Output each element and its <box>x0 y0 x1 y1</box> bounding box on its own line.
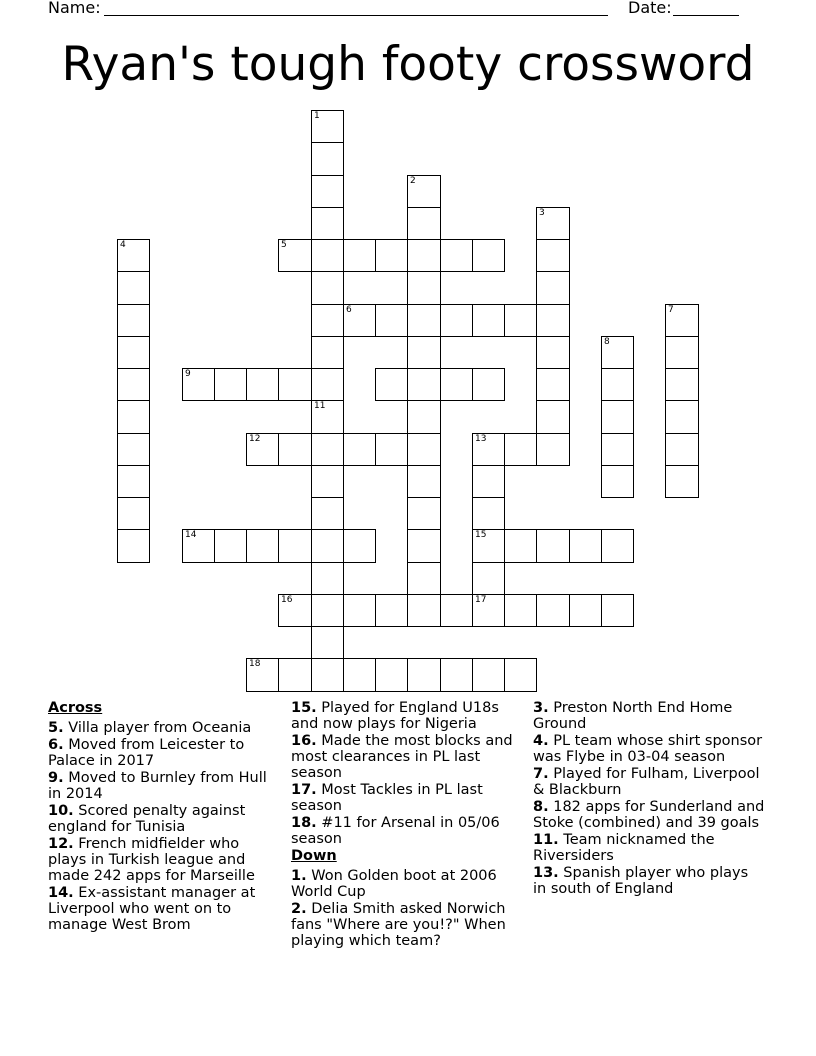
grid-cell[interactable] <box>504 594 537 627</box>
grid-cell[interactable] <box>311 465 344 498</box>
clue-text: 182 apps for Sunderland and Stoke (combined) and 39 goals <box>533 799 765 831</box>
grid-cell[interactable] <box>117 433 150 466</box>
grid-cell[interactable] <box>246 368 279 401</box>
grid-cell[interactable] <box>665 433 699 466</box>
clue-number: 11 <box>314 401 326 411</box>
grid-cell[interactable] <box>278 433 312 466</box>
grid-cell[interactable] <box>536 594 570 627</box>
clue-num: 1. <box>291 868 307 884</box>
grid-cell[interactable] <box>407 368 441 401</box>
grid-cell[interactable] <box>311 239 344 272</box>
clue-num: 4. <box>533 733 549 749</box>
grid-cell[interactable] <box>278 368 312 401</box>
grid-cell[interactable] <box>536 529 570 563</box>
clue-text: Played for England U18s and now plays for Nigeria <box>291 700 499 732</box>
grid-cell[interactable] <box>278 658 312 692</box>
grid-cell[interactable] <box>311 658 344 692</box>
grid-cell[interactable] <box>407 239 441 272</box>
grid-cell[interactable] <box>343 658 376 692</box>
clue-text: #11 for Arsenal in 05/06 season <box>291 815 500 847</box>
grid-cell[interactable] <box>601 594 634 627</box>
grid-cell[interactable] <box>472 562 505 595</box>
grid-cell[interactable] <box>440 594 473 627</box>
clue-number: 12 <box>249 434 261 444</box>
clue-text: Preston North End Home Ground <box>533 700 733 732</box>
clue-number: 18 <box>249 659 261 669</box>
grid-cell[interactable] <box>311 433 344 466</box>
grid-cell[interactable] <box>440 304 473 337</box>
grid-cell[interactable] <box>214 529 247 563</box>
grid-cell[interactable] <box>440 368 473 401</box>
clue-number: 16 <box>281 595 293 605</box>
clue-num: 10. <box>48 803 74 819</box>
grid-cell[interactable] <box>569 594 602 627</box>
grid-cell[interactable] <box>117 239 150 272</box>
grid-cell[interactable] <box>536 304 570 337</box>
grid-cell[interactable] <box>311 142 344 176</box>
grid-cell[interactable] <box>536 433 570 466</box>
grid-cell[interactable] <box>182 368 215 401</box>
grid-cell[interactable] <box>117 465 150 498</box>
grid-cell[interactable] <box>311 271 344 305</box>
clue-number: 2 <box>410 176 416 186</box>
grid-cell[interactable] <box>375 433 408 466</box>
grid-cell[interactable] <box>536 207 570 240</box>
clue-num: 13. <box>533 865 559 881</box>
grid-cell[interactable] <box>407 529 441 563</box>
grid-cell[interactable] <box>407 304 441 337</box>
grid-cell[interactable] <box>504 304 537 337</box>
across-clue <box>291 815 523 847</box>
clue-text: Ex-assistant manager at Liverpool who went on to manage West Brom <box>48 885 256 933</box>
grid-cell[interactable] <box>278 529 312 563</box>
across-clue <box>48 737 280 769</box>
clue-text: Won Golden boot at 2006 World Cup <box>291 868 497 900</box>
down-clue <box>291 868 523 900</box>
grid-cell[interactable] <box>504 658 537 692</box>
clue-number: 5 <box>281 240 287 250</box>
grid-cell[interactable] <box>117 497 150 530</box>
clue-num: 14. <box>48 885 74 901</box>
clue-text: Villa player from Oceania <box>68 720 252 736</box>
down-clue <box>533 832 765 864</box>
down-clue <box>533 865 765 897</box>
grid-cell[interactable] <box>343 433 376 466</box>
clue-number: 4 <box>120 240 126 250</box>
clue-number: 14 <box>185 530 197 540</box>
grid-cell[interactable] <box>601 433 634 466</box>
grid-cell[interactable] <box>472 658 505 692</box>
grid-cell[interactable] <box>407 400 441 434</box>
clue-number: 17 <box>475 595 487 605</box>
grid-cell[interactable] <box>536 336 570 369</box>
grid-cell[interactable] <box>472 239 505 272</box>
grid-cell[interactable] <box>407 207 441 240</box>
across-clue <box>48 836 280 884</box>
across-heading: Across <box>48 700 103 716</box>
grid-cell[interactable] <box>117 304 150 337</box>
clue-num: 7. <box>533 766 549 782</box>
grid-cell[interactable] <box>407 497 441 530</box>
clue-number: 8 <box>604 337 610 347</box>
across-clue <box>48 770 280 802</box>
grid-cell[interactable] <box>375 304 408 337</box>
grid-cell[interactable] <box>536 271 570 305</box>
clue-text: Scored penalty against england for Tunisia <box>48 803 246 835</box>
clue-num: 2. <box>291 901 307 917</box>
clue-text: Most Tackles in PL last season <box>291 782 483 814</box>
clue-num: 17. <box>291 782 317 798</box>
across-clue <box>48 885 280 933</box>
grid-cell[interactable] <box>601 336 634 369</box>
grid-cell[interactable] <box>311 562 344 595</box>
page-title: Ryan's tough footy crossword <box>61 37 755 92</box>
grid-cell[interactable] <box>278 239 312 272</box>
clue-text: Moved from Leicester to Palace in 2017 <box>48 737 245 769</box>
grid-cell[interactable] <box>246 529 279 563</box>
grid-cell[interactable] <box>311 304 344 337</box>
clue-num: 6. <box>48 737 64 753</box>
grid-cell[interactable] <box>117 336 150 369</box>
clue-num: 9. <box>48 770 64 786</box>
clue-num: 16. <box>291 733 317 749</box>
down-clue <box>291 901 523 949</box>
clues-column-3 <box>533 700 765 898</box>
grid-cell[interactable] <box>117 271 150 305</box>
grid-cell[interactable] <box>665 465 699 498</box>
grid-cell[interactable] <box>311 497 344 530</box>
grid-cell[interactable] <box>665 304 699 337</box>
grid-cell[interactable] <box>311 207 344 240</box>
grid-cell[interactable] <box>246 433 279 466</box>
grid-cell[interactable] <box>601 465 634 498</box>
grid-cell[interactable] <box>311 594 344 627</box>
across-clue <box>291 733 523 781</box>
grid-cell[interactable] <box>117 529 150 563</box>
grid-cell[interactable] <box>472 465 505 498</box>
clue-number: 13 <box>475 434 487 444</box>
grid-cell[interactable] <box>246 658 279 692</box>
grid-cell[interactable] <box>472 594 505 627</box>
grid-cell[interactable] <box>117 368 150 401</box>
grid-cell[interactable] <box>472 529 505 563</box>
clue-num: 11. <box>533 832 559 848</box>
grid-cell[interactable] <box>407 175 441 208</box>
clue-text: Moved to Burnley from Hull in 2014 <box>48 770 267 802</box>
grid-cell[interactable] <box>536 400 570 434</box>
grid-cell[interactable] <box>343 304 376 337</box>
grid-cell[interactable] <box>407 271 441 305</box>
grid-cell[interactable] <box>536 239 570 272</box>
grid-cell[interactable] <box>440 658 473 692</box>
grid-cell[interactable] <box>311 626 344 659</box>
clue-num: 15. <box>291 700 317 716</box>
grid-cell[interactable] <box>601 529 634 563</box>
grid-cell[interactable] <box>440 239 473 272</box>
grid-cell[interactable] <box>375 239 408 272</box>
clue-text: Spanish player who plays in south of England <box>533 865 749 897</box>
clue-number: 7 <box>668 305 674 315</box>
grid-cell[interactable] <box>311 110 344 143</box>
clues-column-2 <box>291 700 523 950</box>
clue-num: 8. <box>533 799 549 815</box>
across-clue <box>291 700 523 732</box>
grid-cell[interactable] <box>375 368 408 401</box>
grid-cell[interactable] <box>311 529 344 563</box>
across-clue <box>291 782 523 814</box>
clue-num: 3. <box>533 700 549 716</box>
date-label: Date: <box>628 0 672 17</box>
clue-number: 1 <box>314 111 320 121</box>
grid-cell[interactable] <box>407 465 441 498</box>
clue-text: Made the most blocks and most clearances in PL last season <box>291 733 513 781</box>
clue-text: PL team whose shirt sponsor was Flybe in 03-04 season <box>533 733 763 765</box>
grid-cell[interactable] <box>311 368 344 401</box>
grid-cell[interactable] <box>601 400 634 434</box>
clue-text: Played for Fulham, Liverpool & Blackburn <box>533 766 760 798</box>
down-clue <box>533 700 765 732</box>
clue-text: French midfielder who plays in Turkish league and made 242 apps for Marseille <box>48 836 255 884</box>
grid-cell[interactable] <box>407 562 441 595</box>
grid-cell[interactable] <box>569 529 602 563</box>
clues-column-1 <box>48 700 280 934</box>
clue-number: 6 <box>346 305 352 315</box>
grid-cell[interactable] <box>665 368 699 401</box>
clue-text: Team nicknamed the Riversiders <box>533 832 715 864</box>
grid-cell[interactable] <box>375 658 408 692</box>
grid-cell[interactable] <box>407 594 441 627</box>
grid-cell[interactable] <box>472 497 505 530</box>
grid-cell[interactable] <box>343 529 376 563</box>
grid-cell[interactable] <box>343 239 376 272</box>
down-heading: Down <box>291 848 337 864</box>
down-clue <box>533 733 765 765</box>
clue-num: 12. <box>48 836 74 852</box>
grid-cell[interactable] <box>536 368 570 401</box>
grid-cell[interactable] <box>375 594 408 627</box>
grid-cell[interactable] <box>343 594 376 627</box>
grid-cell[interactable] <box>504 433 537 466</box>
grid-cell[interactable] <box>311 336 344 369</box>
clue-number: 3 <box>539 208 545 218</box>
down-clue <box>533 799 765 831</box>
grid-cell[interactable] <box>311 175 344 208</box>
grid-cell[interactable] <box>278 594 312 627</box>
grid-cell[interactable] <box>117 400 150 434</box>
down-clue <box>533 766 765 798</box>
grid-cell[interactable] <box>472 433 505 466</box>
grid-cell[interactable] <box>665 336 699 369</box>
grid-cell[interactable] <box>407 658 441 692</box>
across-clue <box>48 803 280 835</box>
name-label: Name: <box>48 0 101 17</box>
clue-number: 9 <box>185 369 191 379</box>
clue-num: 18. <box>291 815 317 831</box>
clue-num: 5. <box>48 720 64 736</box>
clue-number: 15 <box>475 530 487 540</box>
across-clue <box>48 720 280 736</box>
grid-cell[interactable] <box>214 368 247 401</box>
grid-cell[interactable] <box>407 336 441 369</box>
grid-cell[interactable] <box>504 529 537 563</box>
grid-cell[interactable] <box>472 368 505 401</box>
grid-cell[interactable] <box>311 400 344 434</box>
grid-cell[interactable] <box>665 400 699 434</box>
grid-cell[interactable] <box>182 529 215 563</box>
grid-cell[interactable] <box>407 433 441 466</box>
grid-cell[interactable] <box>472 304 505 337</box>
clue-text: Delia Smith asked Norwich fans "Where are you!?" When playing which team? <box>291 901 506 949</box>
grid-cell[interactable] <box>601 368 634 401</box>
